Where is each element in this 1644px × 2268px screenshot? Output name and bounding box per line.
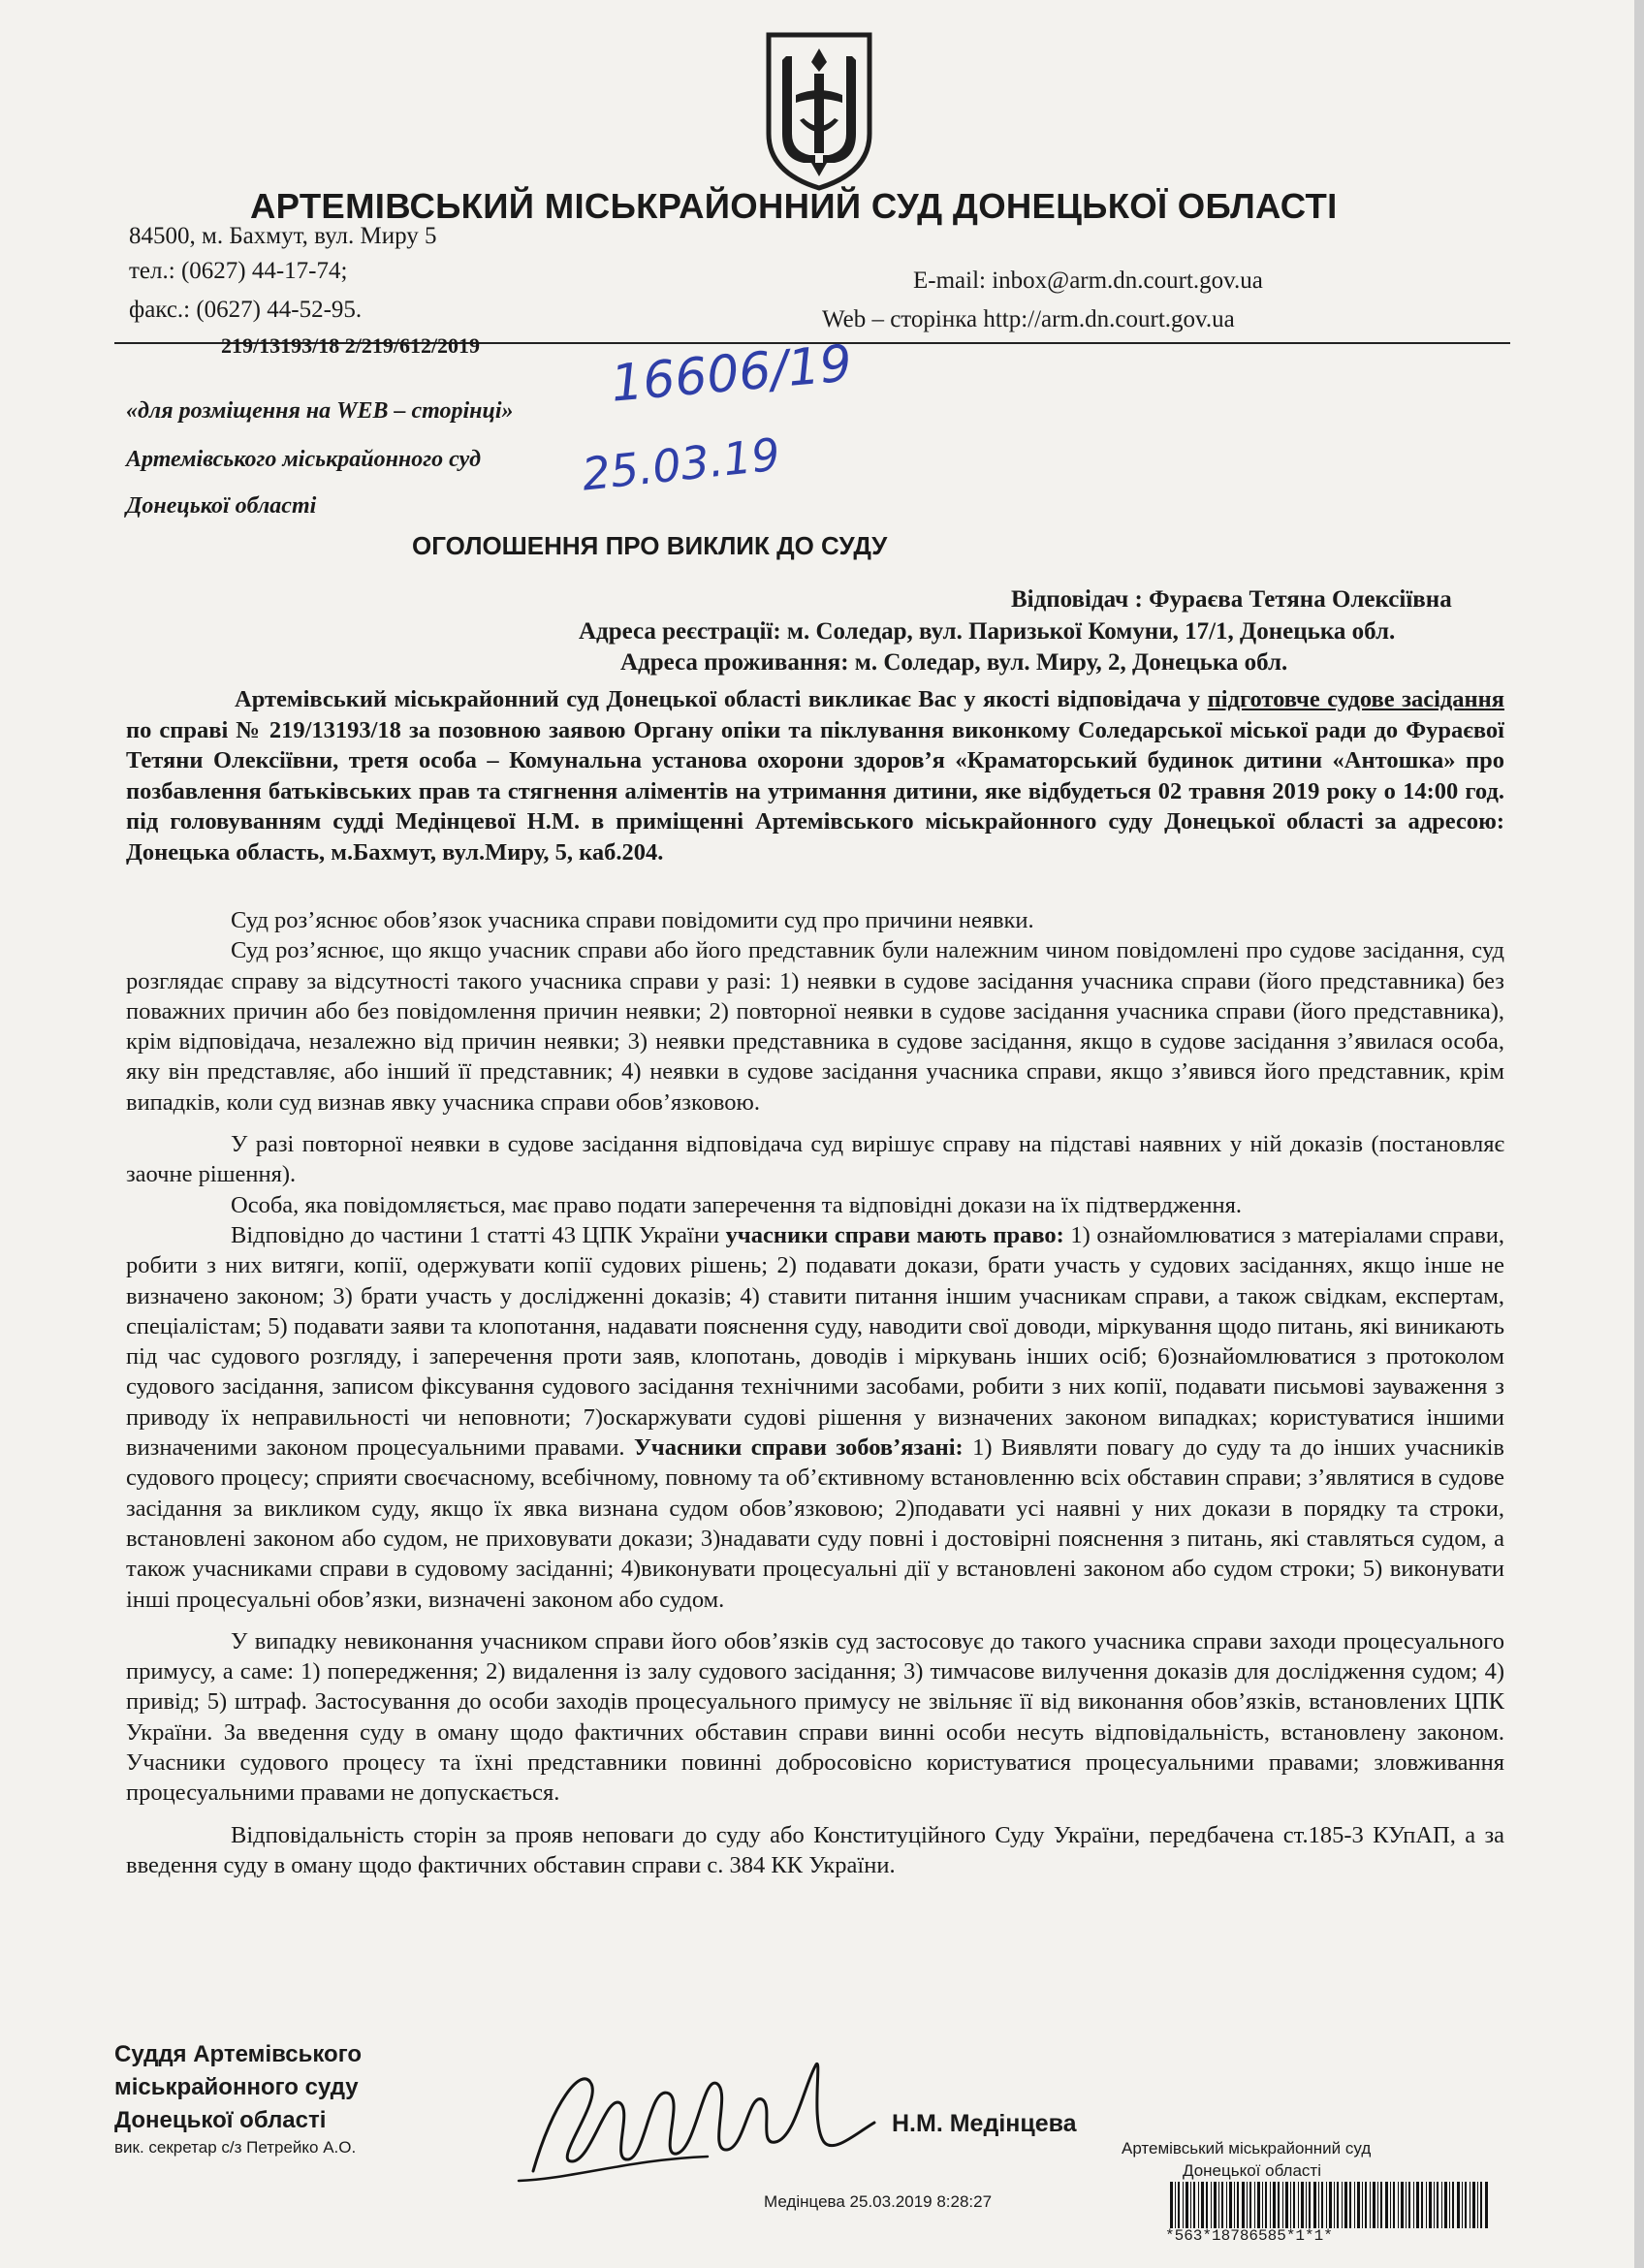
judge-signature-block xyxy=(114,2038,362,2137)
summons-paragraph xyxy=(126,684,1504,867)
paragraph-4: Особа, яка повідомляється, має право подати заперечення та відповідні докази на їх підтвердження. xyxy=(231,1191,1242,1218)
e-stamp-region: Донецької області xyxy=(1183,2161,1321,2180)
paragraph-3: У разі повторної неявки в судове засідання відповідача суд вирішує справу на підставі наявних у ній доказів (постановляє заочне рішення). xyxy=(126,1131,1504,1188)
notice-body xyxy=(126,905,1504,1880)
court-phone: тел.: (0627) 44-17-74; xyxy=(129,258,348,284)
secretary-note: вик. секретар с/з Петрейко А.О. xyxy=(114,2138,357,2157)
registration-address: Адреса реєстрації: м. Соледар, вул. Паризької Комуни, 17/1, Донецька обл. xyxy=(579,618,1396,645)
placement-note: «для розміщення на WEB – сторінці» xyxy=(126,398,514,424)
paragraph-2: Суд роз’яснює, що якщо учасник справи або його представник були належним чином повідомлені про судове засідання, суд розглядає справу за відсутності такого учасника справи у разі: 1) неявки в судове засідання учасника справи (його представника) без поважних причин або без повідомлення причин неявки; 2) повторної неявки в судове засідання учасника справи (його представника), крім відповідача, незалежно від причин неявки; 3) неявки представника в судове засідання, якщо в судове засідання з’явилася особа, яку він представляє, або інший її представник; 4) неявки в судове засідання учасника справи, якщо з’явився його представник, крім випадків, коли суд визнав явку учасника справи обов’язковою. xyxy=(126,937,1504,1116)
rights-heading: учасники справи мають право: xyxy=(725,1221,1064,1248)
duties-heading: Учасники справи зобов’язані: xyxy=(633,1434,964,1462)
court-name-heading: АРТЕМІВСЬКИЙ МІСЬКРАЙОННИЙ СУД ДОНЕЦЬКОЇ ОБЛАСТІ xyxy=(250,186,1338,226)
judge-name: Н.М. Медінцева xyxy=(892,2110,1077,2137)
court-email: E-mail: inbox@arm.dn.court.gov.ua xyxy=(913,268,1263,294)
residence-address: Адреса проживання: м. Соледар, вул. Миру, 2, Донецька обл. xyxy=(620,649,1288,676)
judge-title-line-3: Донецької області xyxy=(114,2107,327,2133)
judge-title-line-2: міськрайонного суду xyxy=(114,2074,359,2100)
handwritten-incoming-number: 16606/19 xyxy=(608,334,855,414)
case-number: 219/13193/18 2/219/612/2019 xyxy=(221,333,481,358)
court-website: Web – сторінка http://arm.dn.court.gov.ua xyxy=(822,306,1235,332)
barcode-code: *563*18786585*1*1* xyxy=(1165,2227,1333,2245)
addressee-region: Донецької області xyxy=(126,493,317,519)
judge-title-line-1: Суддя Артемівського xyxy=(114,2041,363,2067)
summons-text-end: по справі № 219/13193/18 за позовною заявою Органу опіки та піклування виконкому Соледарської міської ради до Фураєвої Тетяни Олексіївни, третя особа – Комунальна установа охорони здоров’я «Краматорський будинок дитини «Антошка» про позбавлення батьківських прав та стягнення аліментів на утримання дитини, яке відбудеться 02 травня 2019 року о 14:00 год. під головуванням судді Медінцевої Н.М. в приміщенні Артемівського міськрайонного суду Донецької області за адресою: Донецька область, м.Бахмут, вул.Миру, 5, каб.204. xyxy=(126,716,1504,866)
summons-underlined-hearing: підготовче судове засідання xyxy=(1207,686,1505,712)
court-address: 84500, м. Бахмут, вул. Миру 5 xyxy=(129,223,437,249)
rights-duties-paragraph: Відповідно до частини 1 статті 43 ЦПК України учасники справи мають право: 1) ознайомлюватися з матеріалами справи, робити з них витяги, копії, одержувати копії судових рішень; 2) подавати докази, брати участь у судових засіданнях, якщо інше не визначено законом; 3) брати участь у дослідженні доказів; 4) ставити питання іншим учасникам справи, а також свідкам, експертам, спеціалістам; 5) подавати заяви та клопотання, надавати пояснення суду, наводити свої доводи, міркування щодо питань, які виникають під час судового розгляду, і заперечення проти заяв, клопотань, доводів і міркувань інших осіб; 6)ознайомлюватися з протоколом судового засідання, записом фіксування судового засідання технічними засобами, робити з них копії, подавати письмові зауваження з приводу їх неправильності чи неповноти; 7)оскаржувати судові рішення у визначених законом випадках; користуватися іншими визначеними законом процесуальними правами. Учасники справи зобов’язані: 1) Виявляти повагу до суду та до інших учасників судового процесу; сприяти своєчасному, всебічному, повному та об’єктивному встановленню всіх обставин справи; з’являтися в судове засідання за викликом суду, якщо їх явка визнана судом обов’язковою; 2)подавати усі наявні у них докази в порядку та строки, встановлені законом або судом, не приховувати докази; 3)надавати суду повні і достовірні пояснення з питань, які ставляться судом, а також учасниками справи в судовому засіданні; 4)виконувати процесуальні дії у встановлені законом або судом строки; 5) виконувати інші процесуальні обов’язки, визначені законом або судом. xyxy=(126,1221,1504,1613)
court-fax: факс.: (0627) 44-52-95. xyxy=(129,297,363,323)
coat-of-arms-trident-icon xyxy=(761,27,877,192)
handwritten-signature xyxy=(514,2045,882,2190)
e-signature-timestamp: Медінцева 25.03.2019 8:28:27 xyxy=(764,2192,993,2211)
paragraph-6: У випадку невиконання учасником справи його обов’язків суд застосовує до такого учасника справи заходи процесуального примусу, а саме: 1) попередження; 2) видалення із залу судового засідання; 3) тимчасове вилучення доказів для дослідження судом; 4) привід; 5) штраф. Застосування до особи заходів процесуального примусу не звільняє її від виконання обов’язків, встановлених ЦПК України. За введення суду в оману щодо фактичних обставин справи винні особи несуть відповідальність, встановлену законом. Учасники судового процесу та їхні представники повинні добросовісно користуватися процесуальними правами; зловживання процесуальними правами не допускається. xyxy=(126,1627,1504,1807)
barcode-image xyxy=(1170,2182,1490,2228)
paragraph-7: Відповідальність сторін за прояв неповаги до суду або Конституційного Суду України, передбачена ст.185-3 КУпАП, а за введення суду в оману щодо фактичних обставин справи с. 384 КК України. xyxy=(126,1821,1504,1878)
e-stamp-court: Артемівський міськрайонний суд xyxy=(1122,2139,1372,2158)
defendant-line: Відповідач : Фураєва Тетяна Олексіївна xyxy=(1011,586,1452,613)
notice-title: ОГОЛОШЕННЯ ПРО ВИКЛИК ДО СУДУ xyxy=(412,531,888,560)
paragraph-1: Суд роз’яснює обов’язок учасника справи повідомити суд про причини неявки. xyxy=(231,907,1034,933)
summons-text-start: Артемівський міськрайонний суд Донецької області викликає Вас у якості відповідача у xyxy=(235,686,1208,712)
handwritten-date: 25.03.19 xyxy=(579,427,783,501)
addressee-court: Артемівського міськрайонного суд xyxy=(126,447,482,472)
